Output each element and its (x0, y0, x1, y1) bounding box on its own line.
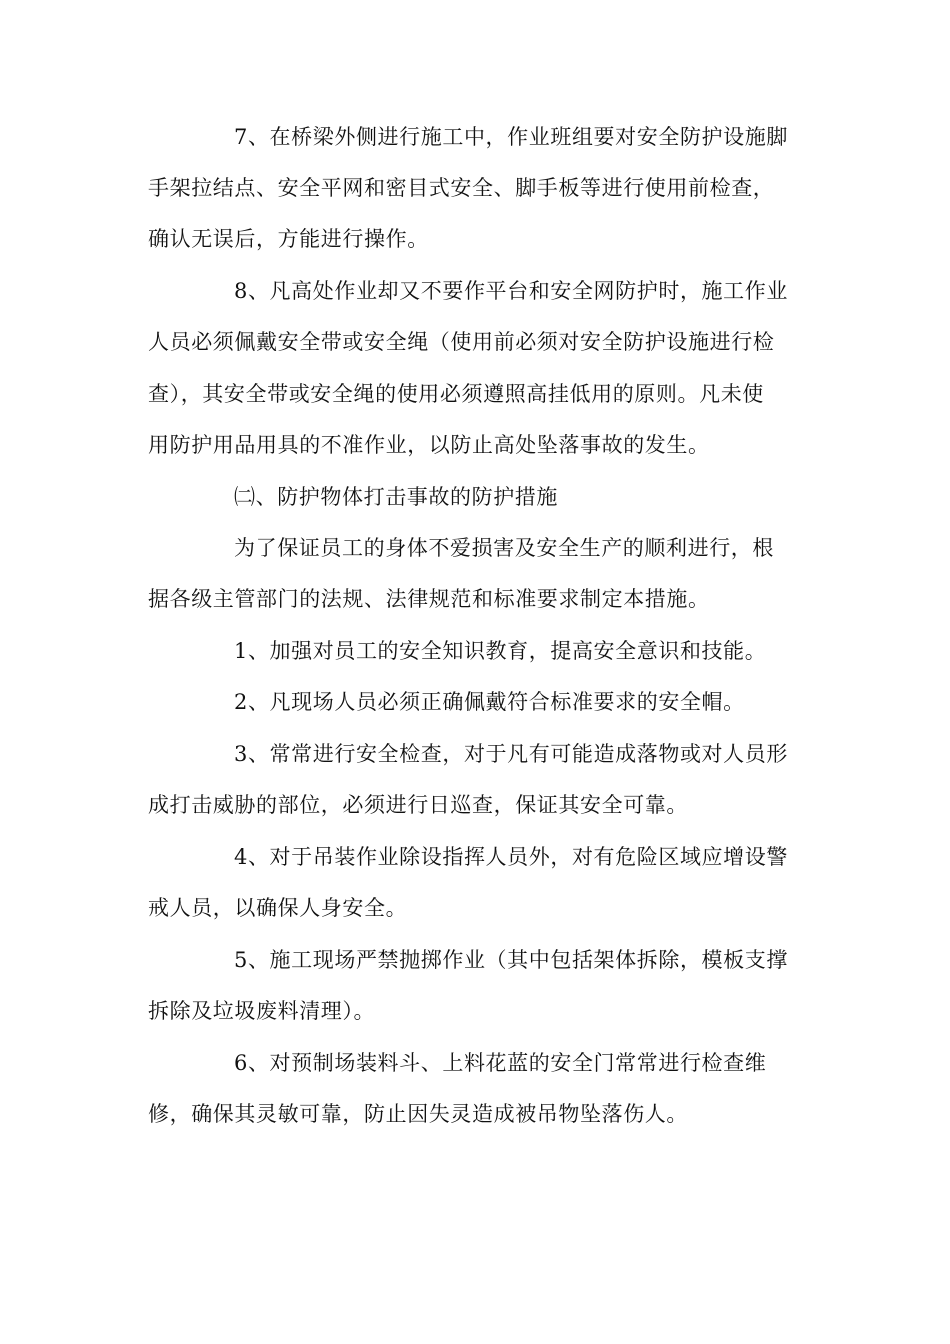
item-3-line-1: 3、常常进行安全检查，对于凡有可能造成落物或对人员形 (234, 742, 788, 766)
item-6-line-1: 6、对预制场装料斗、上料花蓝的安全门常常进行检查维 (234, 1051, 767, 1075)
intro-line-2: 据各级主管部门的法规、法律规范和标准要求制定本措施。 (148, 587, 710, 611)
item-4-line-2: 戒人员，以确保人身安全。 (148, 896, 408, 920)
item-7-line-3: 确认无误后，方能进行操作。 (148, 227, 429, 251)
item-8-line-1: 8、凡高处作业却又不要作平台和安全网防护时，施工作业 (234, 279, 788, 303)
intro-line-1: 为了保证员工的身体不爱损害及安全生产的顺利进行，根 (234, 536, 774, 560)
item-1-line-1: 1、加强对员工的安全知识教育，提高安全意识和技能。 (234, 639, 767, 663)
item-5-line-1: 5、施工现场严禁抛掷作业（其中包括架体拆除，模板支撑 (234, 948, 788, 972)
item-7-line-1: 7、在桥梁外侧进行施工中，作业班组要对安全防护设施脚 (234, 125, 788, 149)
item-8-line-4: 用防护用品用具的不准作业，以防止高处坠落事故的发生。 (148, 433, 710, 457)
item-5-line-2: 拆除及垃圾废料清理）。 (148, 999, 376, 1023)
item-7-line-2: 手架拉结点、安全平网和密目式安全、脚手板等进行使用前检查， (148, 176, 775, 200)
item-4-line-1: 4、对于吊装作业除设指挥人员外，对有危险区域应增设警 (234, 845, 788, 869)
item-6-line-2: 修，确保其灵敏可靠，防止因失灵造成被吊物坠落伤人。 (148, 1102, 688, 1126)
item-8-line-3: 查），其安全带或安全绳的使用必须遵照高挂低用的原则。凡未使 (148, 382, 764, 406)
item-2-line-1: 2、凡现场人员必须正确佩戴符合标准要求的安全帽。 (234, 690, 745, 714)
item-3-line-2: 成打击威胁的部位，必须进行日巡查，保证其安全可靠。 (148, 793, 688, 817)
item-8-line-2: 人员必须佩戴安全带或安全绳（使用前必须对安全防护设施进行检 (148, 330, 775, 354)
section-heading: ㈡、防护物体打击事故的防护措施 (234, 485, 558, 509)
